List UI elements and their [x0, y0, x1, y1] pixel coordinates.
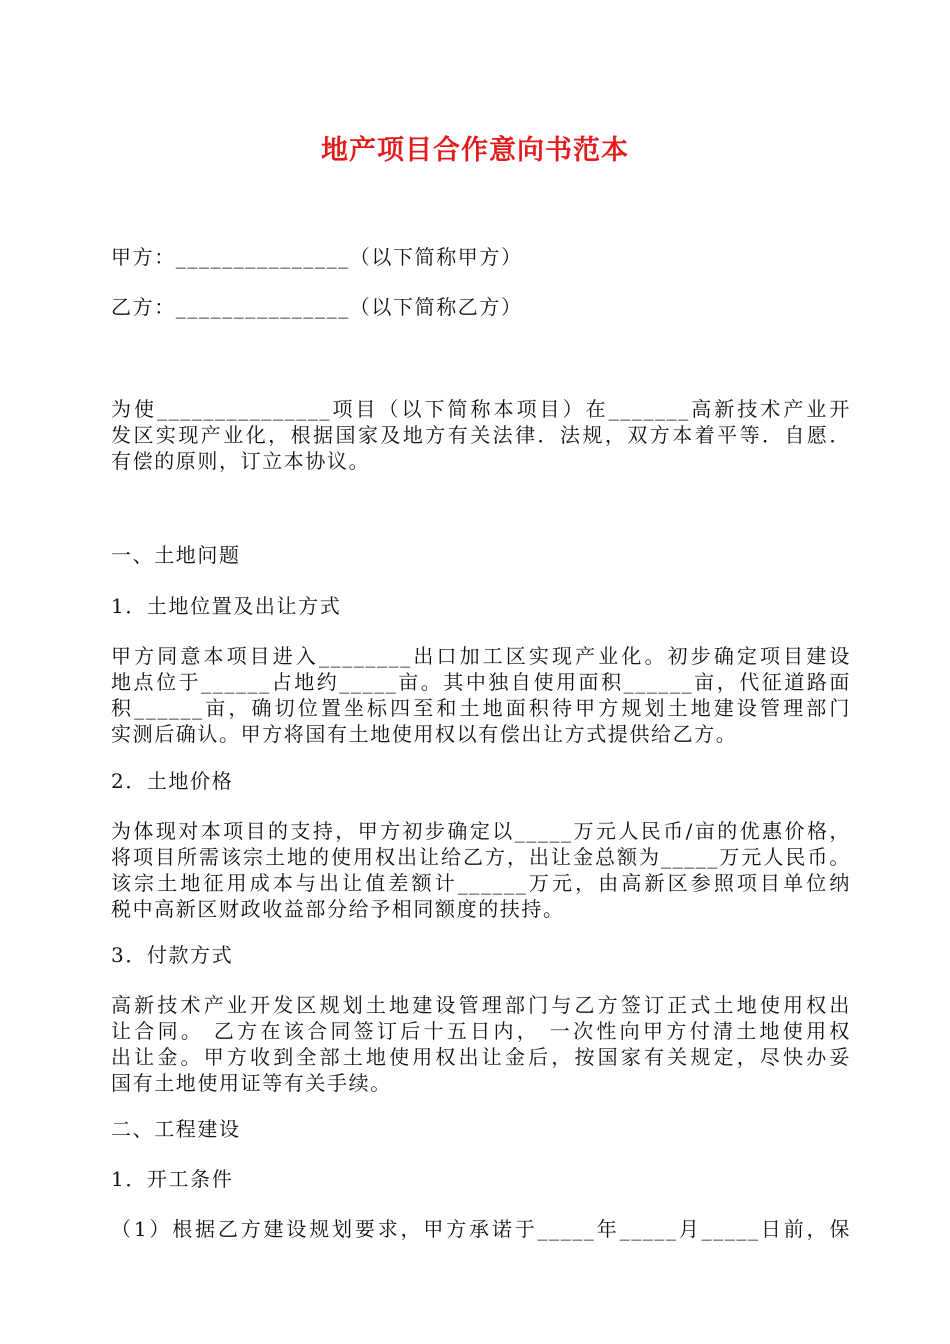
s1-item-1-heading: 1．土地位置及出让方式: [111, 594, 342, 618]
s1-item-2-line-1: 为体现对本项目的支持，甲方初步确定以_____万元人民币/亩的优惠价格，: [111, 819, 851, 843]
party-a-line: 甲方：_______________（以下简称甲方）: [111, 245, 523, 269]
s1-item-2-line-4: 税中高新区财政收益部分给予相同额度的扶持。: [111, 897, 565, 921]
document-title: 地产项目合作意向书范本: [321, 135, 629, 166]
s1-item-1-line-1: 甲方同意本项目进入________出口加工区实现产业化。初步确定项目建设: [111, 644, 851, 668]
s1-item-3-line-1: 高新技术产业开发区规划土地建设管理部门与乙方签订正式土地使用权出: [111, 993, 851, 1017]
intro-line-3: 有偿的原则，订立本协议。: [111, 449, 371, 473]
section-2-heading: 二、工程建设: [111, 1117, 241, 1141]
s1-item-3-line-4: 国有土地使用证等有关手续。: [111, 1071, 392, 1095]
s1-item-2-heading: 2．土地价格: [111, 769, 234, 793]
s1-item-1-line-4: 实测后确认。甲方将国有土地使用权以有偿出让方式提供给乙方。: [111, 722, 738, 746]
party-b-line: 乙方：_______________（以下简称乙方）: [111, 295, 523, 319]
s1-item-3-line-2: 让合同。 乙方在该合同签订后十五日内， 一次性向甲方付清土地使用权: [111, 1019, 851, 1043]
s1-item-2-line-2: 将项目所需该宗土地的使用权出让给乙方，出让金总额为_____万元人民币。: [111, 845, 851, 869]
intro-line-2: 发区实现产业化，根据国家及地方有关法律．法规，双方本着平等．自愿．: [111, 423, 851, 447]
s2-item-1-line-1: （1）根据乙方建设规划要求，甲方承诺于_____年_____月_____日前，保: [111, 1217, 851, 1241]
s1-item-1-line-3: 积______亩，确切位置坐标四至和土地面积待甲方规划土地建设管理部门: [111, 696, 851, 720]
section-1-heading: 一、土地问题: [111, 543, 241, 567]
s1-item-1-line-2: 地点位于______占地约_____亩。其中独自使用面积______亩，代征道路面: [111, 670, 851, 694]
s1-item-2-line-3: 该宗土地征用成本与出让值差额计______万元，由高新区参照项目单位纳: [111, 871, 851, 895]
s1-item-3-line-3: 出让金。甲方收到全部土地使用权出让金后，按国家有关规定，尽快办妥: [111, 1045, 851, 1069]
intro-line-1: 为使_______________项目（以下简称本项目）在_______高新技术产业开: [111, 397, 851, 421]
s1-item-3-heading: 3．付款方式: [111, 943, 234, 967]
s2-item-1-heading: 1．开工条件: [111, 1167, 234, 1191]
